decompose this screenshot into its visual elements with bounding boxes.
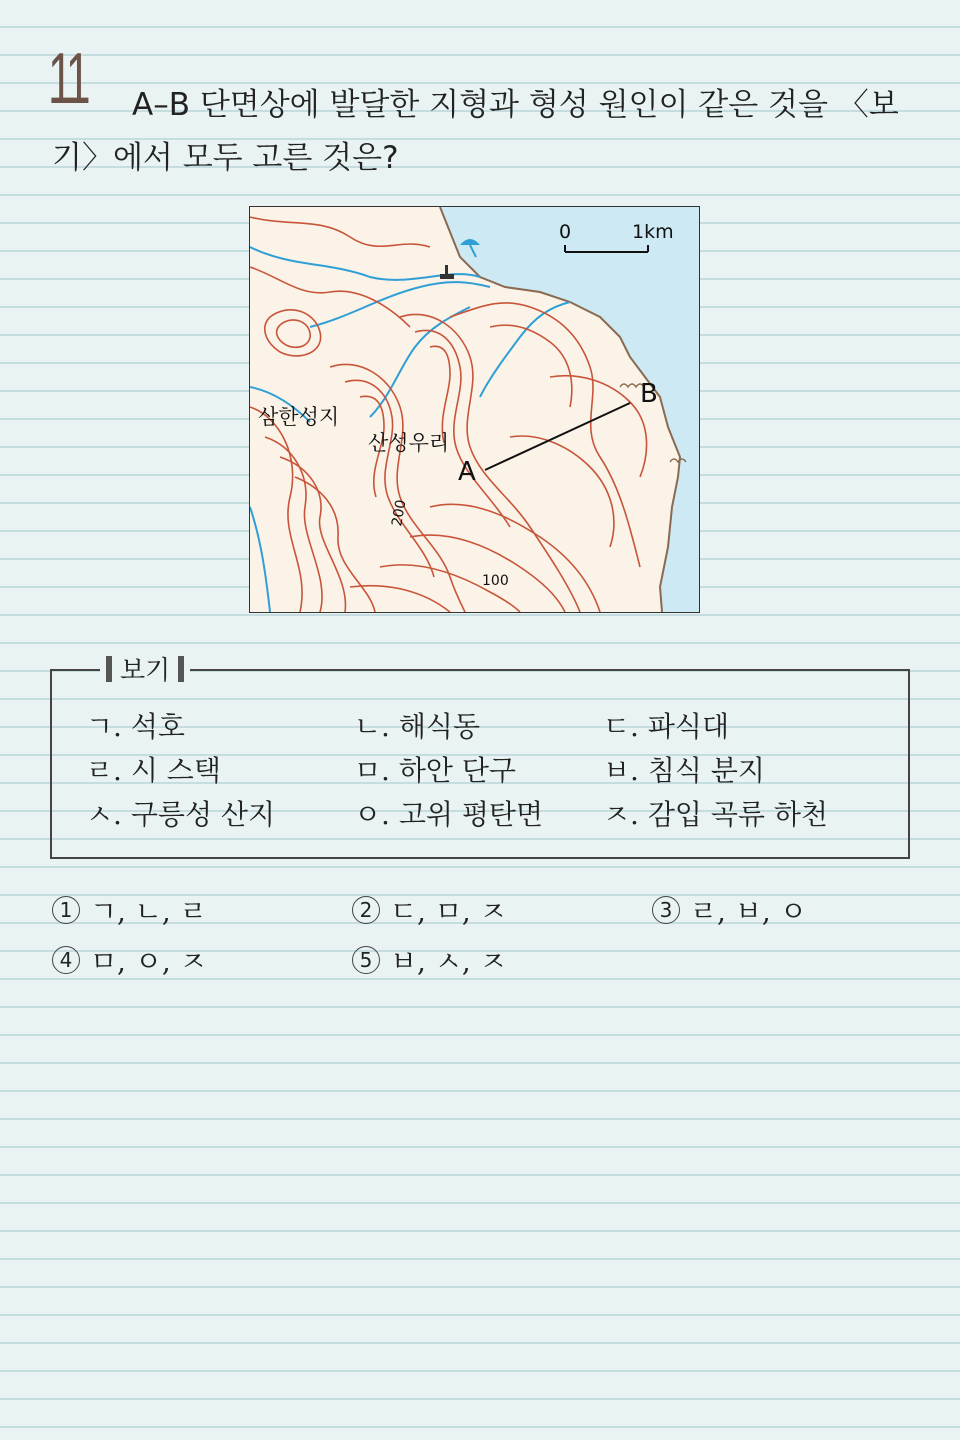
bogi-bar-left <box>106 656 112 682</box>
choice-text: ㄱ, ㄴ, ㄹ <box>90 895 207 928</box>
choice-1[interactable] <box>52 890 207 930</box>
place-label-sanseong: 산성우리 <box>368 431 450 455</box>
scale-label-zero: 0 <box>559 221 572 243</box>
contour-label-200: 200 <box>389 498 410 528</box>
section-line-ab <box>485 403 630 470</box>
choice-3[interactable] <box>652 890 807 930</box>
bogi-item: ㅈ. 감입 곡류 하천 <box>603 798 828 831</box>
question-text-line2: 기〉에서 모두 고른 것은? <box>52 140 399 176</box>
choice-number: 4 <box>52 946 80 974</box>
question-text-line1: A–B 단면상에 발달한 지형과 형성 원인이 같은 것을 〈보 <box>132 87 899 123</box>
topographic-map <box>249 206 700 613</box>
bogi-item: ㅅ. 구릉성 산지 <box>86 798 275 831</box>
choice-number: 2 <box>352 896 380 924</box>
choice-4[interactable] <box>52 940 207 980</box>
bogi-title-text: 보기 <box>120 656 171 686</box>
bogi-item: ㄹ. 시 스택 <box>86 754 221 787</box>
choice-text: ㄷ, ㅁ, ㅈ <box>390 895 507 928</box>
contour-label-100: 100 <box>482 573 509 589</box>
bogi-bar-right <box>178 656 184 682</box>
question-number: 11 <box>48 39 87 119</box>
choice-text: ㄹ, ㅂ, ㅇ <box>690 895 807 928</box>
bogi-item: ㄴ. 해식동 <box>354 710 480 743</box>
bogi-item: ㅂ. 침식 분지 <box>603 754 765 787</box>
lighthouse-icon <box>440 265 454 279</box>
place-label-samhan: 삼한성지 <box>258 405 340 429</box>
bogi-item: ㅇ. 고위 평탄면 <box>354 798 543 831</box>
bogi-title <box>100 650 190 687</box>
choice-number: 3 <box>652 896 680 924</box>
point-b-label: B <box>640 379 658 409</box>
choice-2[interactable] <box>352 890 507 930</box>
bogi-item: ㅁ. 하안 단구 <box>354 754 516 787</box>
bogi-item: ㄱ. 석호 <box>86 710 185 743</box>
choice-number: 5 <box>352 946 380 974</box>
sea-area <box>440 207 699 612</box>
choice-5[interactable] <box>352 940 507 980</box>
point-a-label: A <box>458 457 476 487</box>
bogi-item: ㄷ. 파식대 <box>603 710 729 743</box>
choice-text: ㅁ, ㅇ, ㅈ <box>90 945 207 978</box>
scale-label-km: 1km <box>632 221 674 243</box>
choice-number: 1 <box>52 896 80 924</box>
choice-text: ㅂ, ㅅ, ㅈ <box>390 945 507 978</box>
